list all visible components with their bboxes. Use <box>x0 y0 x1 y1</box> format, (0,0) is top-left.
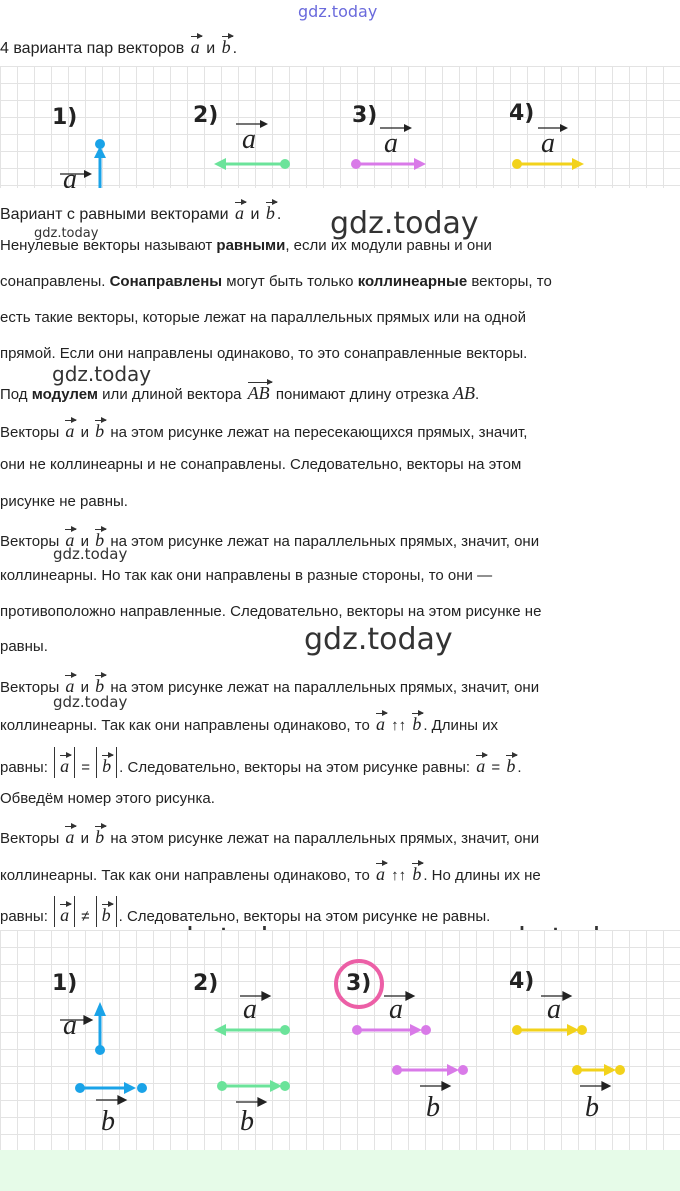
vector-start-point <box>95 1045 105 1055</box>
figure-number: 4) <box>509 969 535 994</box>
paragraph-2-line: Векторы a и b на этом рисунке лежат на параллельных прямых, значит, они <box>0 527 539 552</box>
vector-label-a: a <box>389 994 403 1025</box>
vector-a: a <box>60 753 69 775</box>
vector-b: b <box>506 753 515 775</box>
arrowhead <box>124 1082 136 1094</box>
vector-a: a <box>65 824 74 846</box>
arrowhead <box>560 124 568 132</box>
arrowhead <box>406 992 414 1000</box>
arrowhead <box>258 1098 266 1106</box>
vector-label-a: a <box>63 1010 77 1041</box>
arrowhead <box>602 1082 610 1090</box>
vector-label-a: a <box>547 994 561 1025</box>
watermark: gdz.today <box>52 362 152 386</box>
paragraph-4-line: Векторы a и b на этом рисунке лежат на параллельных прямых, значит, они <box>0 824 539 849</box>
vector-start-point <box>512 1025 522 1035</box>
arrowhead <box>563 992 571 1000</box>
arrowhead <box>214 1024 226 1036</box>
vector-b: b <box>412 711 421 733</box>
arrowhead <box>447 1064 459 1076</box>
arrowhead <box>262 992 270 1000</box>
vector-end-point <box>577 1025 587 1035</box>
vector-end-point <box>137 1083 147 1093</box>
vector-a: a <box>65 527 74 549</box>
vector-b: b <box>102 753 111 775</box>
definition-line: сонаправлены. Сонаправлены могут быть только коллинеарные векторы, то <box>0 273 552 290</box>
definition-line: есть такие векторы, которые лежат на параллельных прямых или на одной <box>0 309 527 326</box>
vector-label-a: a <box>541 128 555 159</box>
vector-start-point <box>392 1065 402 1075</box>
watermark: gdz.today <box>304 622 453 657</box>
definition-line: Под модулем или длиной вектора AB понимают длину отрезка AB. <box>0 380 479 405</box>
arrowhead <box>414 158 426 170</box>
vector-start-point <box>351 159 361 169</box>
paragraph-1-line: рисунке не равны. <box>0 493 128 510</box>
paragraph-4-line: равны: a ≠ b . Следовательно, векторы на этом рисунке не равны. <box>0 896 490 927</box>
vector-label-b: b <box>585 1092 599 1123</box>
vector-end-point <box>280 1081 290 1091</box>
vector-label-b: b <box>240 1106 254 1137</box>
arrowhead <box>604 1064 616 1076</box>
vector-start-point <box>352 1025 362 1035</box>
figure-number: 3) <box>352 103 378 128</box>
arrowhead <box>94 1002 106 1016</box>
vectors-figure-bottom <box>0 930 680 1150</box>
paragraph-1-line: они не коллинеарны и не сонаправлены. Следовательно, векторы на этом <box>0 456 522 473</box>
watermark: gdz.today <box>53 693 128 711</box>
vector-b: b <box>95 527 104 549</box>
vector-b: b <box>95 824 104 846</box>
vector-ab: AB <box>248 380 270 402</box>
figure-number: 4) <box>509 101 535 126</box>
vector-start-point <box>95 139 105 149</box>
vector-label-b: b <box>101 1106 115 1137</box>
vector-b: b <box>95 673 104 695</box>
definition-line: прямой. Если они направлены одинаково, то это сонаправленные векторы. <box>0 345 528 362</box>
watermark: gdz.today <box>53 545 128 563</box>
vector-end-point <box>458 1065 468 1075</box>
arrowhead <box>84 170 92 178</box>
definition-line: Ненулевые векторы называют равными, если их модули равны и они <box>0 237 492 254</box>
vector-a: a <box>60 902 69 924</box>
paragraph-2-line: коллинеарны. Но так как они направлены в разные стороны, то они — <box>0 567 493 584</box>
arrowhead <box>84 1016 92 1024</box>
figure-number: 2) <box>193 103 219 128</box>
vector-label-b: b <box>426 1092 440 1123</box>
arrowhead <box>118 1096 126 1104</box>
vector-label-a: a <box>384 128 398 159</box>
vector-label-a: a <box>242 124 256 155</box>
paragraph-2-line: противоположно направленные. Следовательно, векторы на этом рисунке не <box>0 603 542 620</box>
vector-b: b <box>95 418 104 440</box>
modulus <box>54 896 75 927</box>
variant-line: Вариант с равными векторами a и b . <box>0 200 281 225</box>
arrowhead <box>410 1024 422 1036</box>
arrowhead <box>260 120 268 128</box>
vector-a: a <box>65 673 74 695</box>
vectors-figure-top-svg <box>0 66 680 188</box>
arrowhead <box>572 158 584 170</box>
vector-a: a <box>376 861 385 883</box>
figure-number: 1) <box>52 971 78 996</box>
arrowhead <box>442 1082 450 1090</box>
vectors-figure-bottom-svg <box>0 930 680 1150</box>
paragraph-3-line: Обведём номер этого рисунка. <box>0 790 215 807</box>
paragraph-2-line: равны. <box>0 638 48 655</box>
vector-a: a <box>191 34 200 56</box>
paragraph-1-line: Векторы a и b на этом рисунке лежат на пересекающихся прямых, значит, <box>0 418 527 443</box>
vector-b: b <box>266 200 275 222</box>
vector-label-a: a <box>63 164 77 188</box>
watermark: gdz.today <box>34 226 99 241</box>
modulus <box>96 896 117 927</box>
vector-a: a <box>376 711 385 733</box>
vector-b: b <box>222 34 231 56</box>
vector-start-point <box>512 159 522 169</box>
vector-start-point <box>280 159 290 169</box>
intro-line: 4 варианта пар векторов a и b . <box>0 34 237 59</box>
figure-number: 2) <box>193 971 219 996</box>
vector-a: a <box>65 418 74 440</box>
vector-end-point <box>421 1025 431 1035</box>
vector-a: a <box>235 200 244 222</box>
vectors-figure-top <box>0 66 680 188</box>
vector-b: b <box>102 902 111 924</box>
paragraph-3-line: равны: a = b . Следовательно, векторы на этом рисунке равны: a = b . <box>0 747 522 778</box>
paragraph-4-line: коллинеарны. Так как они направлены одинаково, то a ↑↑ b . Но длины их не <box>0 861 541 886</box>
vector-start-point <box>75 1083 85 1093</box>
figure-number: 1) <box>52 105 78 130</box>
figure-number: 3) <box>346 971 372 996</box>
paragraph-3-line: коллинеарны. Так как они направлены одинаково, то a ↑↑ b . Длины их <box>0 711 498 736</box>
vector-b: b <box>412 861 421 883</box>
vector-start-point <box>217 1081 227 1091</box>
footer-band <box>0 1150 680 1191</box>
vector-a: a <box>476 753 485 775</box>
vector-end-point <box>615 1065 625 1075</box>
arrowhead <box>214 158 226 170</box>
vector-start-point <box>572 1065 582 1075</box>
paragraph-3-line: Векторы a и b на этом рисунке лежат на параллельных прямых, значит, они <box>0 673 539 698</box>
vector-start-point <box>280 1025 290 1035</box>
watermark: gdz.today <box>330 206 479 241</box>
arrowhead <box>404 124 412 132</box>
watermark: gdz.today <box>298 2 378 21</box>
modulus <box>96 747 117 778</box>
vector-label-a: a <box>243 994 257 1025</box>
modulus <box>54 747 75 778</box>
